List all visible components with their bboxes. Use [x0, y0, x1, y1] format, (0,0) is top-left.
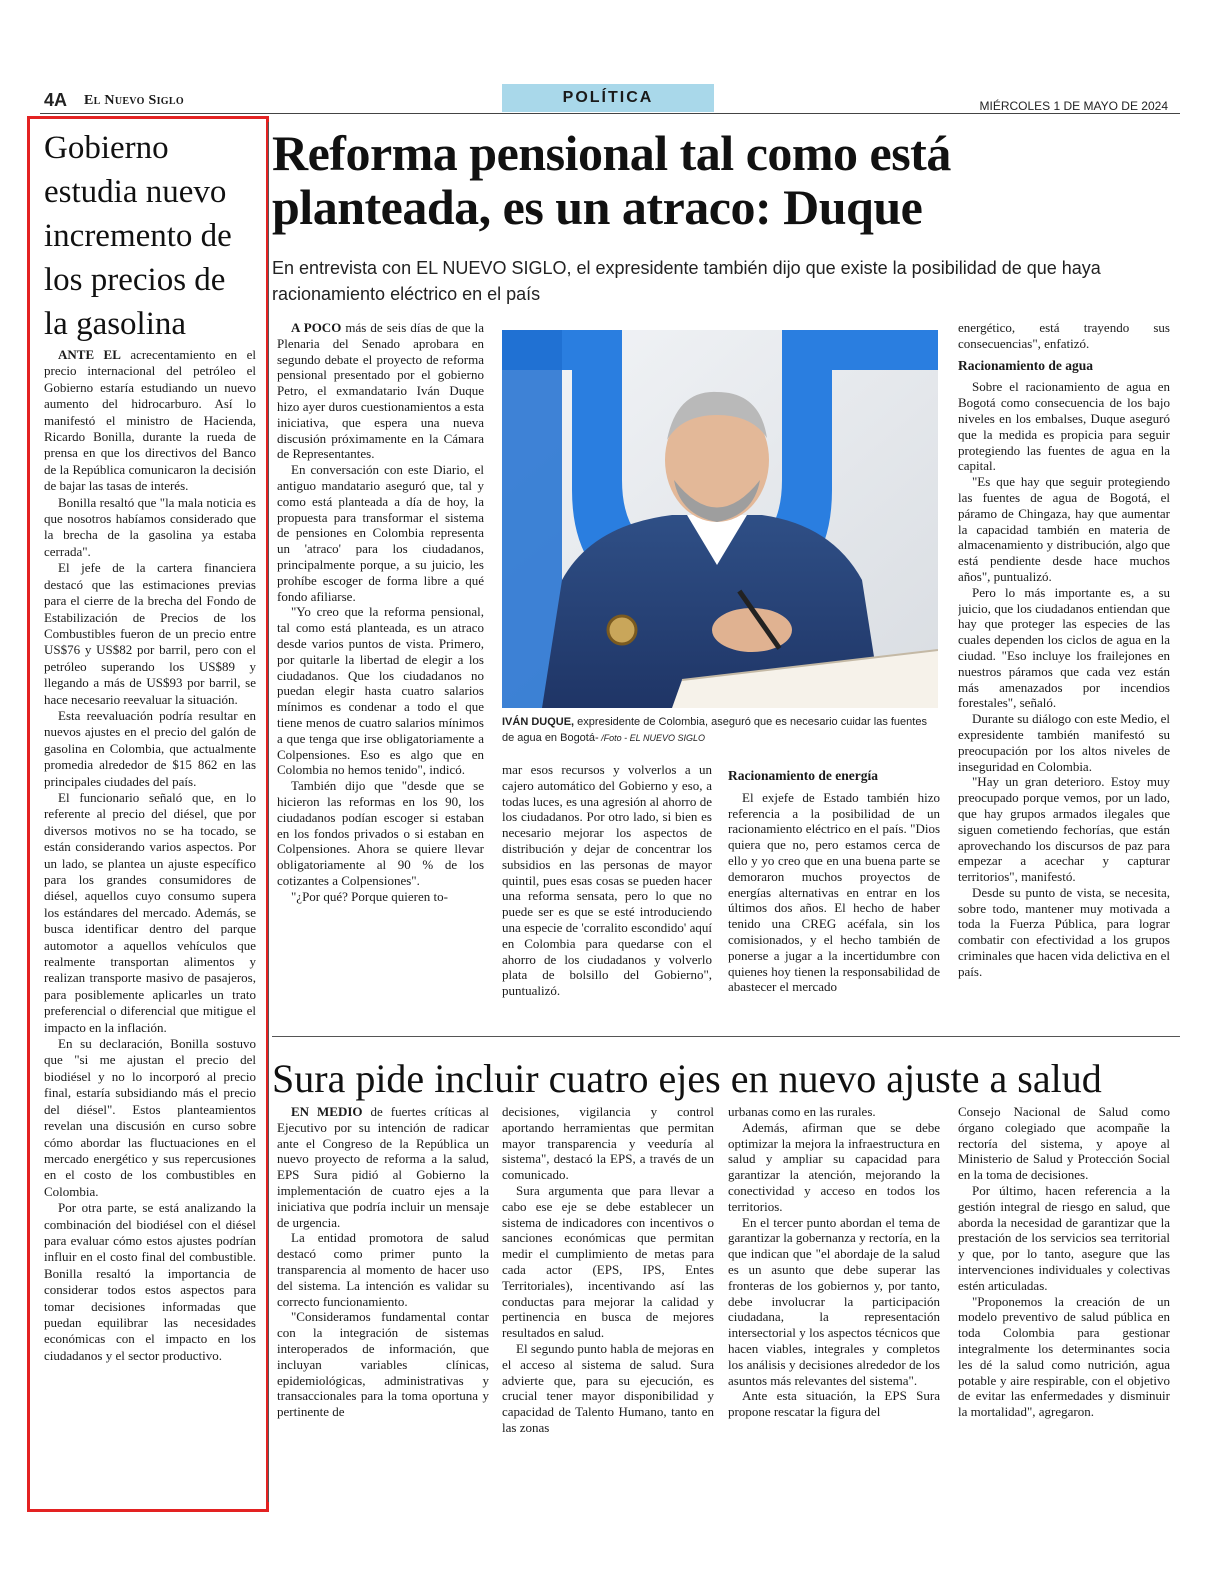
second-paragraph: de fuertes críticas al Ejecutivo por su intención de radicar ante el Congreso de la República un nuevo proyecto de reforma a la salud, EPS Sura pidió al Gobierno la implementación de cuatro ejes a la iniciativa que podría incluir un mensaje de urgencia.	[277, 1104, 489, 1230]
second-paragraph: Ante esta situación, la EPS Sura propone rescatar la figura del	[728, 1388, 940, 1420]
second-paragraph: Por último, hacen referencia a la gestión integral de riesgo en salud, que aborda la necesidad de garantizar que la prestación de los servicios sea territorial y que, por lo tanto, asegure que las intervenciones individuales y colectivas estén articuladas.	[958, 1182, 1170, 1293]
second-paragraph: "Consideramos fundamental contar con la integración de sistemas interoperados de información, que incluyan variables clínicas, epidemiológicas, administrativas y transaccionales para la toma oportuna y pertinente de	[277, 1309, 489, 1420]
main-column-1	[277, 320, 484, 1030]
caption-credit: /Foto - EL NUEVO SIGLO	[598, 733, 706, 743]
main-paragraph: mar esos recursos y volverlos a un cajero automático del Gobierno y eso, a todas luces, es una agresión al ahorro de los ciudadanos. Por otro lado, si bien es necesario mejorar los aspectos de distribución y dejar de concentrar los subsidios en las personas de mayor quintil, pues esas cosas se pueden hacer una reforma sensata, pero lo que no puede ser es que se esté introduciendo una especie de 'corralito escondido' aquí en Colombia para quedarse con el ahorro de los ciudadanos y volverlo plata de bolsillo del Gobierno", puntualizó.	[502, 762, 712, 999]
main-subhead: En entrevista con EL NUEVO SIGLO, el expresidente también dijo que existe la posibilidad de que haya racionamiento eléctrico en el país	[272, 258, 1101, 304]
main-paragraph: "Hay un gran deterioro. Estoy muy preocupado porque vemos, por un lado, que hay grupos armados ilegales que siguen cometiendo fechorías, que están aprovechando los discursos de paz para empezar a acechar y capturar territorios", manifestó.	[958, 774, 1170, 885]
second-paragraph: Consejo Nacional de Salud como órgano colegiado que acompañe la rectoría del sistema, y apoye al Ministerio de Salud y Protección Social en la toma de decisiones.	[958, 1104, 1170, 1183]
main-column-3	[728, 762, 940, 1032]
main-headline: Reforma pensional tal como está planteada, es un atraco: Duque	[272, 125, 951, 235]
sidebar-paragraph: Por otra parte, se está analizando la combinación del biodiésel con el diésel para evaluar cómo estos ajustes podrían influir en el costo final del combustible. Bonilla resaltó la importancia de considerar todos estos aspectos para tomar decisiones informadas que puedan equilibrar las necesidades económicas con el impacto en los ciudadanos y el sector productivo.	[44, 1200, 256, 1363]
header-rule	[40, 113, 1180, 114]
second-paragraph: urbanas como en las rurales.	[728, 1104, 876, 1119]
story-divider	[272, 1036, 1180, 1037]
issue-date: MIÉRCOLES 1 DE MAYO DE 2024	[979, 99, 1168, 113]
second-paragraph: El segundo punto habla de mejoras en el acceso al sistema de salud. Sura advierte que, para su ejecución, es crucial tener mayor disponibilidad y capacidad de Talento Humano, tanto en las zonas	[502, 1340, 714, 1435]
second-paragraph: En el tercer punto abordan el tema de garantizar la gobernanza y rectoría, en la que indican que "el abordaje de la salud es un asunto que debe superar las fronteras de los gobiernos y, por tanto, debe involucrar la participación ciudadana, la representación intersectorial y los aspectos técnicos que hacen viables, integrales y completos los análisis y decisiones alrededor de los asuntos más relevantes del sistema".	[728, 1214, 940, 1388]
second-paragraph: "Proponemos la creación de un modelo preventivo de salud pública en toda Colombia para gestionar integralmente los determinantes socia les dé la salud como nutrición, agua potable y aire respirable, con el objetivo de evitar las enfermedades y disminuir la mortalidad", agregaron.	[958, 1293, 1170, 1420]
sidebar-paragraph: El funcionario señaló que, en lo referente al precio del diésel, que por diversos motivos no se ha tocado, se están considerando varios aspectos. Por un lado, se plantea un ajuste específico para los grandes consumidores de diésel, aquellos cuyo consumo supera los estándares del mercado. Además, se busca identificar dentro del parque automotor a aquellos vehículos que realmente transportan alimentos y realizan transporte masivo de pasajeros, para posiblemente aplicarles un trato preferencial o diferencial que mitigue el impacto en la inflación.	[44, 789, 256, 1035]
second-column-2	[502, 1104, 714, 1484]
sidebar-lead: ANTE EL	[58, 347, 121, 362]
section-label: POLÍTICA	[502, 84, 714, 112]
main-paragraph: En conversación con este Diario, el antiguo mandatario aseguró que, tal y como está planteada a día de hoy, la propuesta para transformar el sistema de pensiones en Colombia representa un 'atraco' para los ciudadanos, principalmente porque, a su juicio, les prohíbe escoger de forma libre a qué fondo afiliarse.	[277, 462, 484, 604]
column-divider	[268, 122, 269, 1502]
main-paragraph: Pero lo más importante es, a su juicio, que los ciudadanos entiendan que hay que proteger las especies de las cuales dependen los ciclos de agua en la ciudad. "Eso incluye los frailejones en nuestros páramos que cada vez están más amenazados por incendios forestales", señaló.	[958, 584, 1170, 711]
second-column-3	[728, 1104, 940, 1484]
main-paragraph: Durante su diálogo con este Medio, el expresidente también manifestó su preocupación por los altos niveles de inseguridad en Colombia.	[958, 711, 1170, 774]
energy-subtitle: Racionamiento de energía	[728, 768, 878, 783]
water-subtitle: Racionamiento de agua	[958, 357, 1093, 373]
second-column-1	[277, 1104, 489, 1484]
main-paragraph: energético, está trayendo sus consecuencias", enfatizó.	[958, 320, 1170, 351]
caption-text: expresidente de Colombia, aseguró que es necesario cuidar las fuentes de agua en Bogotá-	[502, 716, 927, 744]
main-paragraph: más de seis días de que la Plenaria del Senado aprobara en segundo debate el proyecto de reforma pensional presentado por el gobierno Petro, el exmandatario Iván Duque hizo ayer duros cuestionamientos a esta iniciativa, que espera una nueva discusión próximamente en la Cámara de Representantes.	[277, 320, 484, 462]
sidebar-paragraph: Bonilla resaltó que "la mala noticia es que nosotros habíamos considerado que la brecha de la gasolina ya estaba cerrada".	[44, 494, 256, 559]
main-paragraph: "Es que hay que seguir protegiendo las fuentes de agua de Bogotá, el páramo de Chingaza, hay que aumentar la capacidad también en materia de almacenamiento y distribución, algo que está pendiente desde hace muchos años", puntualizó.	[958, 474, 1170, 584]
sidebar-headline: Gobierno estudia nuevo incremento de los precios de la gasolina	[44, 130, 232, 342]
main-column-2	[502, 762, 712, 1032]
caption-name: IVÁN DUQUE,	[502, 716, 575, 728]
main-paragraph: El exjefe de Estado también hizo referencia a la posibilidad de un racionamiento eléctrico en el país. "Dios quiera que no, pero estamos cerca de ello y yo creo que en una buena parte se demoraron muchos proyectos de energías alternativas en entrar en los últimos dos años. El hecho de haber tenido una CREG acéfala, sin los comisionados, y el hecho también de ponerse a jugar a la incertidumbre con quienes hoy tienen la responsabilidad de abastecer el mercado	[728, 789, 940, 995]
sidebar-body	[44, 347, 256, 1487]
sidebar-paragraph: Esta reevaluación podría resultar en nuevos ajustes en el precio del galón de gasolina en Colombia, que actualmente promedia alrededor de $15 862 en las principales ciudades del país.	[44, 707, 256, 789]
second-paragraph: La entidad promotora de salud destacó como primer punto la transparencia al momento de hacer uso del sistema. La intención es validar su correcto funcionamiento.	[277, 1230, 489, 1309]
second-lead: EN MEDIO	[291, 1104, 363, 1119]
main-lead: A POCO	[291, 320, 342, 335]
second-headline: Sura pide incluir cuatro ejes en nuevo ajuste a salud	[272, 1056, 1102, 1101]
sidebar-paragraph: En su declaración, Bonilla sostuvo que "si me ajustan el precio del biodiésel y no lo incorporó al precio final, estaría subsidiando más el precio del diésel". Estos planteamientos revelan una discusión en curso sobre cómo abordar las fluctuaciones en el mercado energético y sus repercusiones en el costo de los combustibles en Colombia.	[44, 1036, 256, 1199]
main-paragraph: También dijo que "desde que se hicieron las reformas en los 90, los ciudadanos podían escoger si estaban en los fondos privados o si estaban en Colpensiones. Ahora se quiere llevar obligatoriamente al 90 % de los cotizantes a Colpensiones".	[277, 778, 484, 888]
page-number: 4A	[44, 90, 68, 110]
masthead: El Nuevo Siglo	[84, 93, 184, 108]
main-paragraph: Sobre el racionamiento de agua en Bogotá como consecuencia de los bajo niveles en los embalses, Duque aseguró que la medida es propicia para seguir protegiendo las fuentes de agua en la capital.	[958, 379, 1170, 474]
second-paragraph: decisiones, vigilancia y control aportando herramientas que permitan mayor transparencia y veeduría al sistema", destacó la EPS, a través de un comunicado.	[502, 1104, 714, 1183]
second-paragraph: Además, afirman que se debe optimizar la mejora la infraestructura en salud y ampliar su capacidad para garantizar la atención, mejorando la conectividad y acceso en todos los territorios.	[728, 1119, 940, 1214]
sidebar-paragraph: El jefe de la cartera financiera destacó que las estimaciones previas para el cierre de la brecha del Fondo de Estabilización de Precios de los Combustibles fueron de un precio entre US$76 y US$82 por barril, pero con el petróleo superando los US$89 y llegando a más de US$93 por barril, se hace necesario reevaluar la situación.	[44, 560, 256, 707]
main-paragraph: "Yo creo que la reforma pensional, tal como está planteada, es un atraco desde varios puntos de vista. Primero, por quitarle la libertad de elegir a los ciudadanos. Que los ciudadanos no puedan elegir hasta cuatro salarios mínimos es condenar a todo el que tiene menos de cuatro salarios mínimos a que tenga que irse obligatoriamente a Colpensiones. Eso es algo que en Colombia no hemos tenido", indicó.	[277, 604, 484, 778]
main-column-4	[958, 320, 1170, 1030]
main-paragraph: Desde su punto de vista, se necesita, sobre todo, mantener muy motivada a toda la Fuerza Pública, para lograr combatir con efectividad a los grupos criminales que hacen vida delictiva en el país.	[958, 884, 1170, 979]
second-column-4	[958, 1104, 1170, 1484]
main-paragraph: "¿Por qué? Porque quieren to-	[291, 888, 448, 904]
second-paragraph: Sura argumenta que para llevar a cabo ese eje se debe establecer un sistema de indicadores con incentivos o sanciones económicas que permitan medir el cumplimiento de metas para cada actor (EPS, IPS, Entes Territoriales), incentivando así las conductas para mejorar la calidad y pertinencia en busca de mejores resultados en salud.	[502, 1182, 714, 1341]
photo-caption	[502, 714, 938, 746]
sidebar-paragraph: acrecentamiento en el precio internacional del petróleo el Gobierno estaría estudiando un nuevo aumento del hidrocarburo. Así lo manifestó el ministro de Hacienda, Ricardo Bonilla, durante la rueda de prensa en que los directivos del Banco de la República comunicaron la decisión de bajar las tasas de interés.	[44, 347, 256, 494]
duque-photo	[502, 330, 938, 708]
